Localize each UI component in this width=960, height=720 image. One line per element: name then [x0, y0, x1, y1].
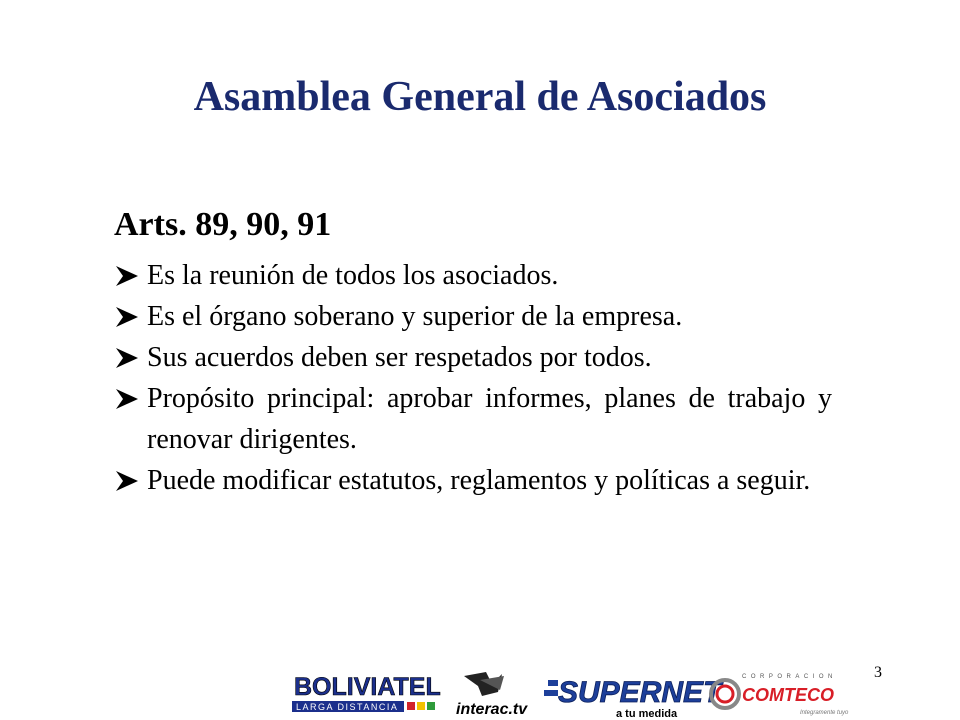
bullet-list: [114, 255, 832, 501]
arrow-bullet-icon: [114, 388, 140, 410]
bullet-item: [114, 378, 832, 460]
bullet-text: Sus acuerdos deben ser respetados por todos.: [147, 342, 652, 373]
bullet-item: [114, 337, 832, 378]
bullet-item: [114, 460, 832, 501]
interactv-wordmark: interac.tv: [456, 701, 528, 718]
comteco-tagline: Integramente tuyo: [800, 710, 849, 716]
comteco-logo: [708, 668, 868, 720]
slide-title: Asamblea General de Asociados: [193, 74, 767, 120]
arrow-bullet-icon: [114, 470, 140, 492]
footer-logos: [290, 668, 890, 720]
boliviatel-wordmark: BOLIVIATEL: [294, 673, 441, 701]
bullet-text: Propósito principal: aprobar informes, planes de trabajo y renovar dirigentes.: [147, 383, 832, 455]
supernet-logo: [542, 668, 722, 720]
supernet-wordmark: SUPERNET: [558, 676, 722, 709]
boliviatel-logo: [290, 668, 440, 720]
arrow-bullet-icon: [114, 347, 140, 369]
bullet-text: Puede modificar estatutos, reglamentos y políticas a seguir.: [147, 465, 811, 496]
page-number: 3: [874, 664, 882, 681]
bullet-text: Es la reunión de todos los asociados.: [147, 260, 559, 291]
supernet-tagline: a tu medida: [616, 708, 678, 720]
comteco-prefix: CORPORACION: [742, 674, 837, 680]
bullet-item: [114, 255, 832, 296]
boliviatel-tagline: LARGA DISTANCIA: [296, 702, 399, 712]
bullet-item: [114, 296, 832, 337]
arrow-bullet-icon: [114, 265, 140, 287]
arrow-bullet-icon: [114, 306, 140, 328]
interactv-logo: [452, 668, 538, 720]
articles-subtitle: Arts. 89, 90, 91: [114, 206, 332, 243]
comteco-wordmark: COMTECO: [742, 685, 834, 705]
bullet-text: Es el órgano soberano y superior de la empresa.: [147, 301, 683, 332]
